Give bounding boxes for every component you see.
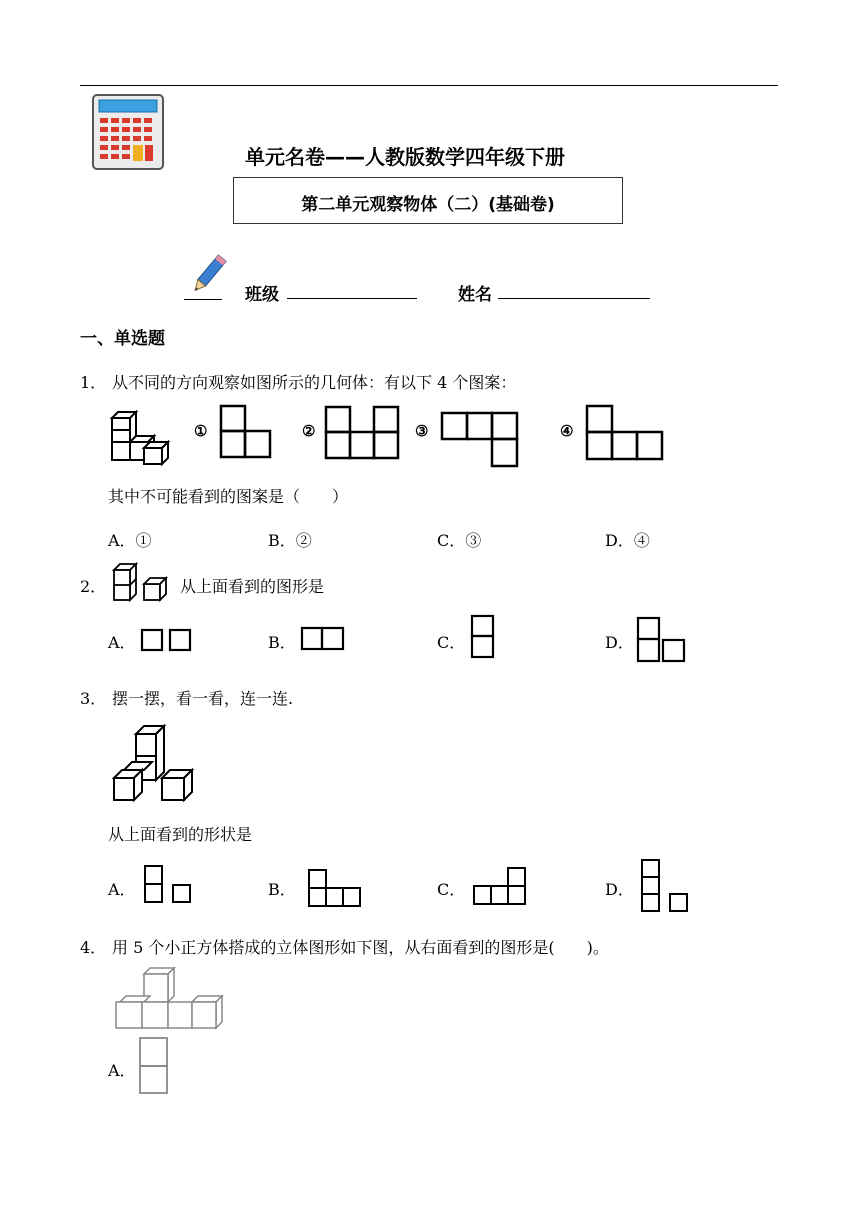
question-3-prompt: 从上面看到的形状是 (108, 825, 253, 844)
q1-option-d[interactable]: D．④ (605, 531, 650, 550)
q1-pattern-label-3: ③ (415, 422, 429, 440)
header-rule (80, 85, 778, 86)
page-title: 单元名卷——人教版数学四年级下册 (245, 145, 565, 169)
question-2-number: 2． (80, 577, 107, 596)
q1-option-a[interactable]: A．① (108, 531, 152, 550)
question-3-number: 3． (80, 689, 107, 708)
q3-option-c-figure[interactable] (470, 866, 530, 908)
calculator-icon (92, 94, 164, 170)
q1-pattern-1 (219, 404, 273, 460)
q1-option-c[interactable]: C．③ (437, 531, 482, 550)
question-3-text: 摆一摆，看一看，连一连. (112, 689, 294, 708)
name-label: 姓名 (458, 285, 492, 305)
q3-option-a-figure[interactable] (143, 864, 197, 906)
q3-option-a[interactable]: A． (108, 880, 136, 899)
q1-pattern-label-1: ① (194, 422, 208, 440)
page-subtitle: 第二单元观察物体（二）(基础卷) (301, 195, 555, 215)
section-title: 一、单选题 (80, 329, 165, 349)
q3-option-b[interactable]: B． (268, 880, 296, 899)
q2-option-d-figure[interactable] (636, 616, 688, 664)
question-1-text: 从不同的方向观察如图所示的几何体：有以下 4 个图案： (112, 373, 517, 392)
pencil-icon (182, 252, 230, 300)
subtitle-box (233, 177, 623, 224)
question-1-prompt: 其中不可能看到的图案是（ ） (108, 487, 349, 506)
q2-option-b[interactable]: B． (268, 633, 296, 652)
question-4-text: 用 5 个小正方体搭成的立体图形如下图，从右面看到的图形是( )。 (112, 938, 609, 957)
q2-option-d[interactable]: D． (605, 633, 634, 652)
q1-pattern-label-4: ④ (560, 422, 574, 440)
q1-pattern-4 (585, 404, 665, 462)
q4-option-a[interactable]: A． (108, 1061, 136, 1080)
pencil-underline (184, 299, 222, 300)
name-field[interactable] (498, 298, 650, 299)
q1-solid-figure (108, 410, 178, 466)
q3-option-d-figure[interactable] (640, 858, 692, 914)
q1-pattern-3 (440, 411, 520, 469)
q3-option-c[interactable]: C． (437, 880, 466, 899)
q4-solid-figure (112, 966, 234, 1032)
q2-option-c-figure[interactable] (470, 614, 496, 660)
class-label: 班级 (245, 285, 279, 305)
q1-pattern-label-2: ② (302, 422, 316, 440)
q1-option-b[interactable]: B．② (268, 531, 312, 550)
q2-option-a-figure[interactable] (140, 628, 194, 652)
q2-option-a[interactable]: A． (108, 633, 136, 652)
q2-option-c[interactable]: C． (437, 633, 466, 652)
class-field[interactable] (287, 298, 417, 299)
q3-solid-figure (110, 720, 202, 804)
question-2-text: 从上面看到的图形是 (180, 577, 325, 596)
q1-pattern-2 (324, 405, 402, 461)
question-1-number: 1． (80, 373, 107, 392)
question-4-number: 4． (80, 938, 107, 957)
q2-option-b-figure[interactable] (300, 626, 346, 652)
q3-option-b-figure[interactable] (307, 868, 365, 910)
q4-option-a-figure[interactable] (138, 1036, 170, 1096)
q2-solid-figure (110, 562, 170, 602)
q3-option-d[interactable]: D． (605, 880, 634, 899)
